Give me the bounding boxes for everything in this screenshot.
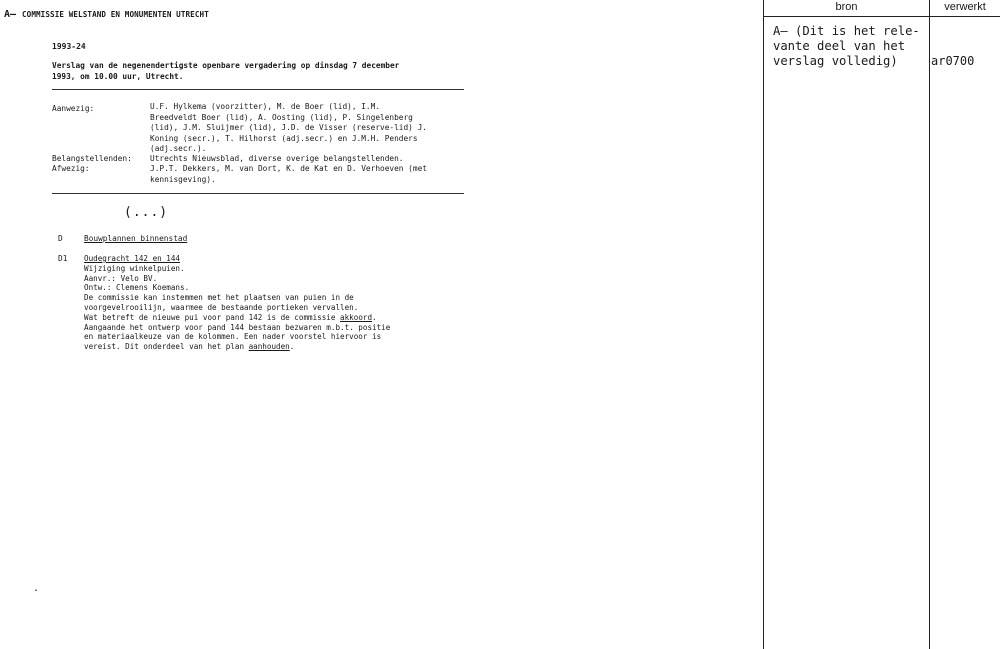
section-d1-line (84, 313, 464, 323)
document-number: 1993-24 (52, 42, 86, 51)
present-label: Aanwezig: (52, 104, 95, 113)
omission-ellipsis: (...) (124, 205, 169, 220)
verwerkt-entry: ar0700 (931, 54, 975, 68)
column-divider-left (763, 0, 764, 649)
section-d-title: Bouwplannen binnenstad (84, 234, 188, 243)
line-text: Wat betreft de nieuwe pui voor pand 142 is de commissie (84, 312, 341, 322)
section-d1-line: voorgevelrooilijn, waarmee de bestaande portieken vervallen. (84, 302, 359, 312)
decision-aanhouden: aanhouden (248, 342, 290, 352)
divider-bottom (52, 193, 464, 194)
section-d1-line: en materiaalkeuze van de kolommen. Een nader voorstel hiervoor is (84, 332, 382, 342)
section-d1-body (84, 254, 464, 352)
column-header-bron: bron (835, 1, 858, 13)
line-text: . (289, 342, 295, 352)
present-value: U.F. Hylkema (voorzitter), M. de Boer (lid), I.M. Breedveldt Boer (lid), A. Oosting (lid), P. Singelenberg (lid), J.M. Sluijmer (lid), J.D. de Visser (reserve-lid) J. Koning (secr.), T. Hilhorst (adj.secr.) en J.M.H. Penders (adj.secr.). (150, 102, 427, 153)
section-d1-line: Wijziging winkelpuien. (84, 263, 185, 273)
section-d1-line: Aangaande het ontwerp voor pand 144 bestaan bezwaren m.b.t. positie (84, 322, 391, 332)
bron-entry: A– (Dit is het rele- vante deel van het verslag volledig) (773, 24, 920, 68)
absent-value: J.P.T. Dekkers, M. van Dort, K. de Kat en D. Verhoeven (met kennisgeving). (150, 164, 427, 184)
table-header-rule (763, 16, 1000, 17)
section-d1-title: Oudegracht 142 en 144 (84, 254, 181, 263)
stakeholders-value: Utrechts Nieuwsblad, diverse overige belangstellenden. (150, 154, 404, 163)
section-d1-line (84, 342, 464, 352)
section-d1-code: D1 (58, 254, 68, 263)
document-header: COMMISSIE WELSTAND EN MONUMENTEN UTRECHT (22, 10, 209, 19)
column-header-verwerkt: verwerkt (944, 1, 986, 13)
column-divider-right (929, 0, 930, 649)
line-text: vereist. Dit onderdeel van het plan (84, 342, 249, 352)
section-d1-line: Aanvr.: Velo BV. (84, 273, 158, 283)
divider-top (52, 89, 464, 90)
document-prefix-marker: A– (4, 9, 17, 20)
line-text: . (372, 312, 377, 322)
stakeholders-label: Belangstellenden: (52, 154, 132, 163)
section-d1-line: Ontw.: Clemens Koemans. (84, 283, 190, 293)
section-d1-line: De commissie kan instemmen met het plaatsen van puien in de (84, 293, 354, 303)
decision-akkoord: akkoord (340, 312, 373, 322)
absent-label: Afwezig: (52, 164, 90, 173)
document-title: Verslag van de negenendertigste openbare vergadering op dinsdag 7 december 1993, om 10.00 uur, Utrecht. (52, 61, 400, 81)
section-d-code: D (58, 234, 63, 243)
stray-mark: . (33, 583, 40, 594)
